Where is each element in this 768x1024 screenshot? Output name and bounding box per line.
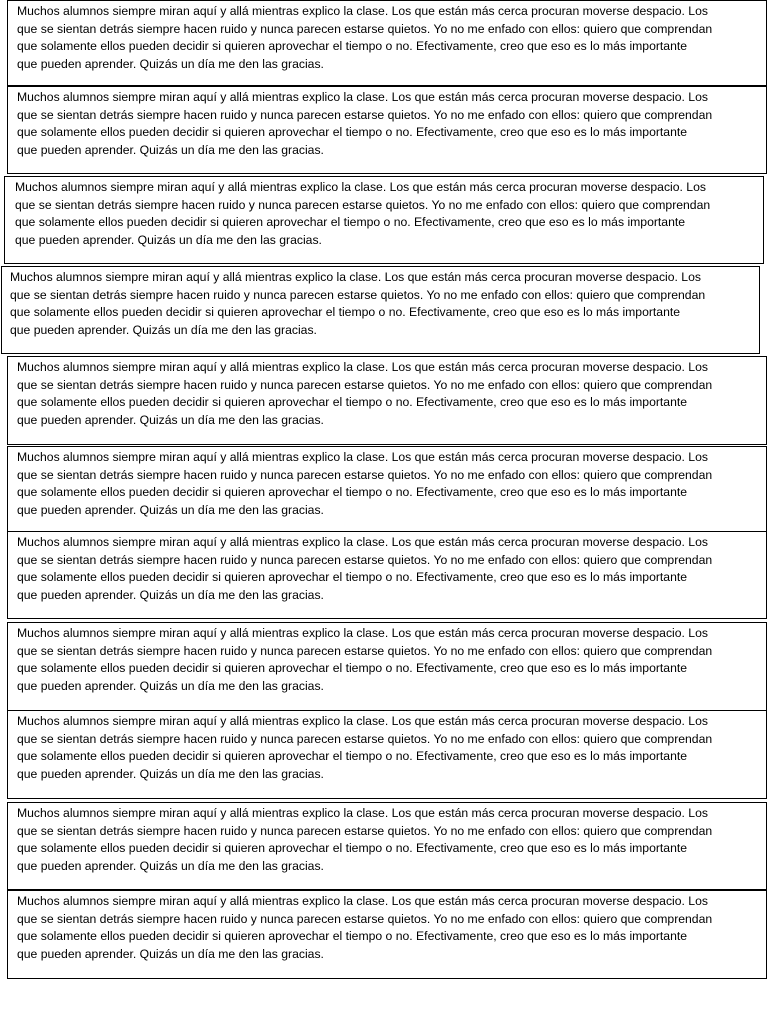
text-strip-4	[1, 266, 760, 354]
text-line: que solamente ellos pueden decidir si quieren aprovechar el tiempo o no. Efectivamente, creo que eso es lo más importante	[17, 570, 688, 585]
text-line: que solamente ellos pueden decidir si quieren aprovechar el tiempo o no. Efectivamente, creo que eso es lo más importante	[17, 485, 688, 500]
text-line: que se sientan detrás siempre hacen ruido y nunca parecen estarse quietos. Yo no me enfado con ellos: quiero que comprendan	[17, 552, 713, 567]
text-line: Muchos alumnos siempre miran aquí y allá mientras explico la clase. Los que están más cerca procuran moverse despacio. Los	[17, 450, 708, 464]
text-line: que se sientan detrás siempre hacen ruido y nunca parecen estarse quietos. Yo no me enfado con ellos: quiero que comprendan	[17, 731, 713, 746]
text-line: que solamente ellos pueden decidir si quieren aprovechar el tiempo o no. Efectivamente, creo que eso es lo más importante	[10, 305, 681, 320]
text-strip-5	[7, 356, 767, 445]
text-line: Muchos alumnos siempre miran aquí y allá mientras explico la clase. Los que están más cerca procuran moverse despacio. Los	[17, 626, 708, 640]
text-line: que solamente ellos pueden decidir si quieren aprovechar el tiempo o no. Efectivamente, creo que eso es lo más importante	[17, 39, 688, 54]
text-line: que pueden aprender. Quizás un día me den las gracias.	[17, 56, 324, 71]
text-line: que se sientan detrás siempre hacen ruido y nunca parecen estarse quietos. Yo no me enfado con ellos: quiero que comprendan	[17, 377, 713, 392]
text-strip-10	[7, 802, 767, 890]
text-line: que solamente ellos pueden decidir si quieren aprovechar el tiempo o no. Efectivamente, creo que eso es lo más importante	[15, 215, 686, 230]
text-line: que se sientan detrás siempre hacen ruido y nunca parecen estarse quietos. Yo no me enfado con ellos: quiero que comprendan	[10, 287, 706, 302]
text-line: Muchos alumnos siempre miran aquí y allá mientras explico la clase. Los que están más cerca procuran moverse despacio. Los	[17, 360, 708, 374]
text-line: que solamente ellos pueden decidir si quieren aprovechar el tiempo o no. Efectivamente, creo que eso es lo más importante	[17, 125, 688, 140]
text-line: que pueden aprender. Quizás un día me den las gracias.	[17, 412, 324, 427]
text-line: que se sientan detrás siempre hacen ruido y nunca parecen estarse quietos. Yo no me enfado con ellos: quiero que comprendan	[17, 467, 713, 482]
text-line: Muchos alumnos siempre miran aquí y allá mientras explico la clase. Los que están más cerca procuran moverse despacio. Los	[17, 4, 708, 18]
text-line: que solamente ellos pueden decidir si quieren aprovechar el tiempo o no. Efectivamente, creo que eso es lo más importante	[17, 841, 688, 856]
text-line: que se sientan detrás siempre hacen ruido y nunca parecen estarse quietos. Yo no me enfado con ellos: quiero que comprendan	[17, 107, 713, 122]
text-line: que se sientan detrás siempre hacen ruido y nunca parecen estarse quietos. Yo no me enfado con ellos: quiero que comprendan	[17, 823, 713, 838]
text-line: que pueden aprender. Quizás un día me den las gracias.	[10, 322, 317, 337]
text-line: que pueden aprender. Quizás un día me den las gracias.	[17, 766, 324, 781]
text-strip-8	[7, 622, 767, 711]
text-line: que solamente ellos pueden decidir si quieren aprovechar el tiempo o no. Efectivamente, creo que eso es lo más importante	[17, 749, 688, 764]
text-line: que pueden aprender. Quizás un día me den las gracias.	[15, 232, 322, 247]
text-strip-1	[7, 0, 767, 86]
text-line: que se sientan detrás siempre hacen ruido y nunca parecen estarse quietos. Yo no me enfado con ellos: quiero que comprendan	[17, 21, 713, 36]
text-line: Muchos alumnos siempre miran aquí y allá mientras explico la clase. Los que están más cerca procuran moverse despacio. Los	[17, 714, 708, 728]
text-strip-3	[4, 176, 764, 264]
text-line: Muchos alumnos siempre miran aquí y allá mientras explico la clase. Los que están más cerca procuran moverse despacio. Los	[10, 270, 701, 284]
text-strip-9	[7, 710, 767, 799]
text-line: que se sientan detrás siempre hacen ruido y nunca parecen estarse quietos. Yo no me enfado con ellos: quiero que comprendan	[15, 197, 711, 212]
text-line: que pueden aprender. Quizás un día me den las gracias.	[17, 858, 324, 873]
text-line: que se sientan detrás siempre hacen ruido y nunca parecen estarse quietos. Yo no me enfado con ellos: quiero que comprendan	[17, 911, 713, 926]
text-strip-7	[7, 531, 767, 619]
text-strip-2	[7, 86, 767, 174]
text-line: Muchos alumnos siempre miran aquí y allá mientras explico la clase. Los que están más cerca procuran moverse despacio. Los	[17, 894, 708, 908]
text-line: Muchos alumnos siempre miran aquí y allá mientras explico la clase. Los que están más cerca procuran moverse despacio. Los	[17, 806, 708, 820]
text-line: Muchos alumnos siempre miran aquí y allá mientras explico la clase. Los que están más cerca procuran moverse despacio. Los	[17, 535, 708, 549]
text-line: que se sientan detrás siempre hacen ruido y nunca parecen estarse quietos. Yo no me enfado con ellos: quiero que comprendan	[17, 643, 713, 658]
text-line: que pueden aprender. Quizás un día me den las gracias.	[17, 946, 324, 961]
text-strip-11	[7, 890, 767, 979]
text-line: que pueden aprender. Quizás un día me den las gracias.	[17, 142, 324, 157]
text-line: que pueden aprender. Quizás un día me den las gracias.	[17, 502, 324, 517]
text-line: que pueden aprender. Quizás un día me den las gracias.	[17, 587, 324, 602]
text-line: Muchos alumnos siempre miran aquí y allá mientras explico la clase. Los que están más cerca procuran moverse despacio. Los	[17, 90, 708, 104]
text-strip-6	[7, 446, 767, 532]
text-line: que solamente ellos pueden decidir si quieren aprovechar el tiempo o no. Efectivamente, creo que eso es lo más importante	[17, 661, 688, 676]
text-line: Muchos alumnos siempre miran aquí y allá mientras explico la clase. Los que están más cerca procuran moverse despacio. Los	[15, 180, 706, 194]
text-line: que pueden aprender. Quizás un día me den las gracias.	[17, 678, 324, 693]
text-line: que solamente ellos pueden decidir si quieren aprovechar el tiempo o no. Efectivamente, creo que eso es lo más importante	[17, 929, 688, 944]
text-line: que solamente ellos pueden decidir si quieren aprovechar el tiempo o no. Efectivamente, creo que eso es lo más importante	[17, 395, 688, 410]
